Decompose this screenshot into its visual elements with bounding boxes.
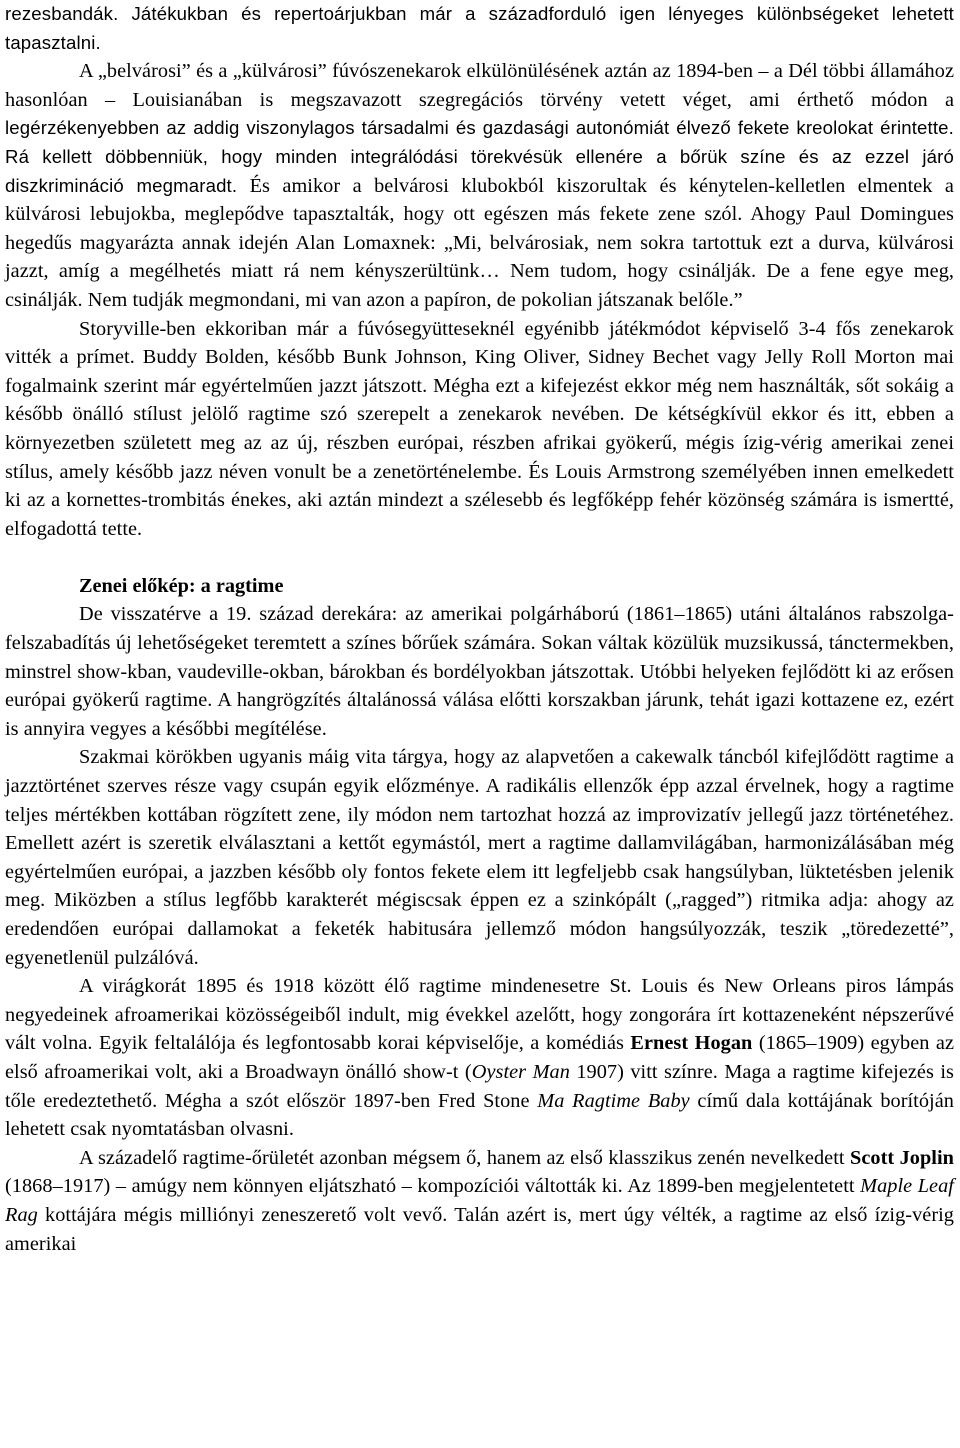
text-intro: rezesbandák. Játékukban és repertoárjukban már a századforduló igen lényeges különbségeket lehetett tapasztalni. [5,3,954,53]
paragraph-segregation [5,57,954,314]
text-joplin-a: A századelő ragtime-őrületét azonban mégsem ő, hanem az első klasszikus zenén nevelkedett [79,1146,850,1169]
text-return: De visszatérve a 19. század derekára: az amerikai polgárháború (1861–1865) utáni általános rabszolga-felszabadítás új lehetőségeket teremtett a színes bőrűek számára. Sokan váltak közülük muzsikussá, tánctermekben, minstrel show-kban, vaudeville-okban, bárokban és bordélyokban játszottak. Utóbbi helyeken fejlődött ki az erősen európai gyökerű ragtime. A hangrögzítés általánossá válása előtti korszakban járunk, tehát igazi kottazene ez, ezért is annyira vegyes a későbbi megítélése. [5,603,954,740]
text-segregation-a: A „belvárosi” és a „külvárosi” fúvószenekarok elkülönülésének aztán az 1894-ben – a Dél többi államához hasonlóan – Louisianában is megszavazott szegregációs törvény vetett véget, ami érthető módon a [5,60,954,111]
paragraph-intro-continuation [5,0,954,57]
text-storyville: Storyville-ben ekkoriban már a fúvósegyütteseknél egyénibb játékmódot képviselő 3-4 fős zenekarok vitték a prímet. Buddy Bolden, később Bunk Johnson, King Oliver, Sidney Bechet vagy Jelly Roll Morton mai fogalmaink szerint már egyértelműen jazzt játszott. Mégha ezt a kifejezést ekkor még nem használták, sőt sokáig a később önálló stílust jelölő ragtime szó szerepelt a zenekarok nevében. De kétségkívül ekkor és itt, ebben a környezetben született meg az az új, részben európai, részben afrikai gyökerű, mégis ízig-vérig amerikai zenei stílus, amely később jazz néven vonult be a zenetörténelembe. És Louis Armstrong személyében innen emelkedett ki az a kornettes-trombitás énekes, aki aztán mindezt a szélesebb és legfőképp fehér közönség számára is ismertté, elfogadottá tette. [5,317,954,540]
text-bloom-c: 1907) vitt színre. Maga a ragtime kifejezés is tőle eredeztethető. Mégha a szót először 1897-ben Fred Stone [5,1060,954,1112]
text-joplin-c: kottájára mégis milliónyi zeneszerető volt vevő. Talán azért is, mert úgy vélték, a ragtime az első ízig-vérig amerikai [5,1203,954,1255]
paragraph-return [5,600,954,743]
paragraph-ragtime-bloom [5,972,954,1144]
paragraph-storyville [5,315,954,544]
text-bloom-d: című dala kottájának borítóján lehetett csak nyomtatásban olvasni. [5,1089,954,1141]
text-bloom-a: A virágkorát 1895 és 1918 között élő ragtime mindenesetre St. Louis és New Orleans piros lámpás negyedeinek afroamerikai közösségeiből indult, mig évekkel azelőtt, hogy zongorára írt kottazeneként népszerűvé vált volna. Egyik feltalálója és legfontosabb korai képviselője, a komédiás [5,975,954,1055]
paragraph-debate [5,743,954,972]
text-bloom-b: (1865–1909) egyben az első afroamerikai volt, aki a Broadwayn önálló show-t ( [5,1032,955,1083]
text-debate: Szakmai körökben ugyanis máig vita tárgya, hogy az alapvetően a cakewalk táncból kifejlődött ragtime a jazztörténet szerves része vagy csupán egyik előzménye. A radikális ellenzők épp azzal érvelnek, hogy a ragtime teljes mértékben kottában rögzített zene, ily módon nem tartozhat hozzá az improvizatív jellegű jazz történetéhez. Emellett azért is szeretik elválasztani a kettőt egymástól, mert a ragtime dallamvilágában, harmonizálásában még egyértelműen európai, a jazzben később oly fontos fekete elem itt legfeljebb csak hangsúlyban, lüktetésben jelenik meg. Miközben a stílus legfőbb karakterét mégiscsak éppen ez a szinkópált („ragged”) ritmika adja: ahogy az eredendően európai dallamokat a feketék habitusára jellemző módon hangsúlyozzák, teszik „töredezetté”, egyenetlenül pulzálóvá. [5,746,954,969]
title-maple-leaf-rag: Maple Leaf Rag [5,1175,954,1226]
section-heading: Zenei előkép: a ragtime [79,574,284,597]
paragraph-joplin [5,1144,954,1258]
text-segregation-c: És amikor a belvárosi klubokból kiszorultak és kénytelen-kelletlen elmentek a külvárosi lebujokba, meglepődve tapasztalták, hogy ott egészen más fekete zene szól. Ahogy Paul Domingues hegedűs magyarázta annak idején Alan Lomaxnek: „Mi, belvárosiak, nem sokra tartottuk ezt a durva, külvárosi jazzt, amíg a megélhetés miatt rá nem kényszerültünk… Nem tudom, hogy csinálják. De a fene egye meg, csinálják. Nem tudják megmondani, mi van azon a papíron, de pokolian játszanak belőle.” [5,174,954,311]
text-joplin-b: (1868–1917) – amúgy nem könnyen eljátszható – kompozíciói váltották ki. Az 1899-ben megjelentetett [5,1175,861,1198]
title-oyster-man: Oyster Man [471,1060,570,1083]
name-ernest-hogan: Ernest Hogan [630,1032,753,1055]
section-gap [5,543,954,572]
name-scott-joplin: Scott Joplin [850,1146,954,1169]
text-segregation-b: legérzékenyebben az addig viszonylagos társadalmi és gazdasági autonómiát élvező fekete kreolokat érintette. Rá kellett döbbenniük, hogy minden integrálódási törekvésük ellenére a bőrük színe és az ezzel járó diszkrimináció megmaradt. [5,117,954,196]
title-ma-ragtime-baby: Ma Ragtime Baby [537,1089,690,1112]
